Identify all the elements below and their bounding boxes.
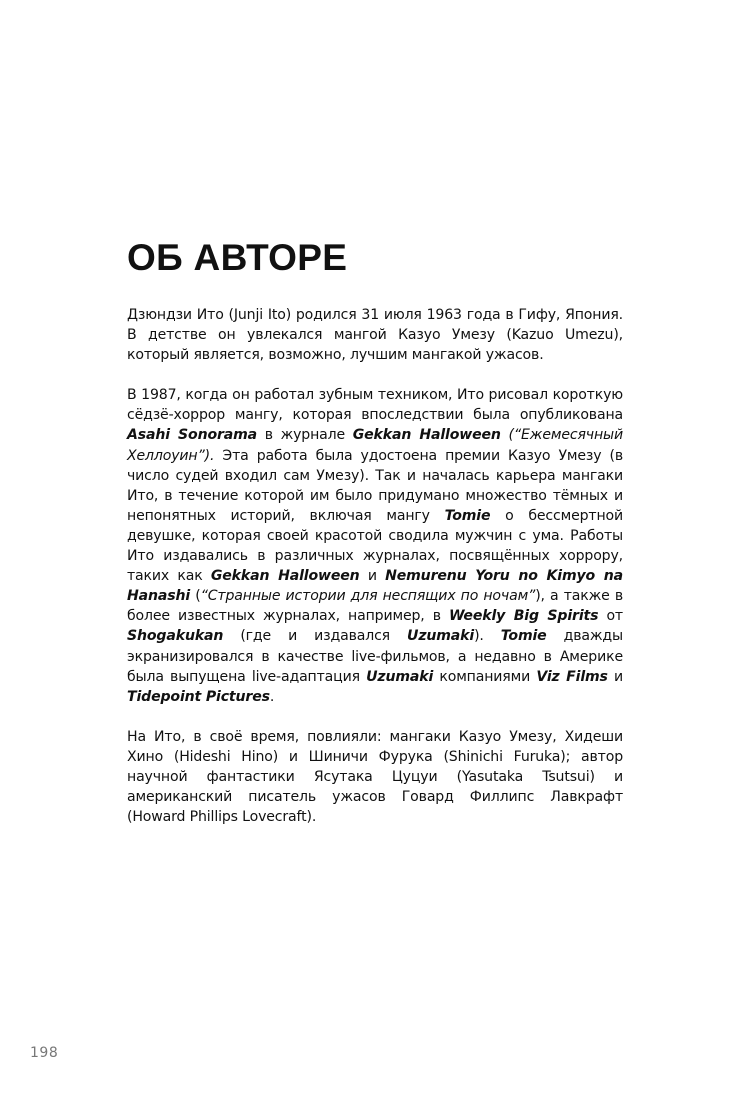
page-title: ОБ АВТОРЕ — [127, 237, 348, 278]
text-segment: ), а также в более известных журналах, например, в — [127, 588, 623, 625]
manga-title: Uzumaki — [407, 628, 475, 645]
text-segment: и — [607, 668, 623, 685]
text-segment: В 1987, когда он работал зубным техником, Ито рисовал короткую сёдзё-хоррор мангу, которая впоследствии была опубликована — [127, 387, 623, 424]
text-segment: Эта работа была удостоена премии Казуо Умезу (в число судей входил сам Умезу). Так и началась карьера мангаки Ито, в течение которой им было придумано множество тёмных и непонятных историй, включая мангу — [127, 447, 623, 524]
magazine-name: Nemurenu Yoru no Kimyo na Hanashi — [127, 568, 623, 605]
text-segment: На Ито, в своё время, повлияли: мангаки Казуо Умезу, Хидеши Хино (Hideshi Hino) и Шиничи Фурука (Shinichi Furuka); автор научной фантастики Ясутака Цуцуи (Yasutaka Tsutsui) и американский писатель ужасов Говард Филлипс Лавкрафт (Howard Phillips Lovecraft). — [127, 728, 623, 826]
magazine-translation: (“Ежемесячный Хеллоуин”). — [127, 427, 623, 464]
magazine-name: Weekly Big Spirits — [448, 608, 599, 625]
text-segment: Дзюндзи Ито (Junji Ito) родился 31 июля 1963 года в Гифу, Япония. В детстве он увлекался мангой Казуо Умезу (Kazuo Umezu), который является, возможно, лучшим мангакой ужасов. — [127, 307, 623, 364]
publisher-name: Shogakukan — [127, 628, 224, 645]
text-segment: дважды экранизировался в качестве live-фильмов, а недавно в Америке была выпущена live-адаптация — [127, 628, 623, 685]
manga-title: Tomie — [444, 507, 491, 524]
magazine-name: Gekkan Halloween — [352, 427, 501, 444]
manga-title: Tomie — [500, 628, 547, 645]
text-segment: . — [269, 688, 275, 705]
text-segment: ). — [474, 628, 501, 645]
company-name: Viz Films — [536, 668, 608, 685]
page-number: 198 — [30, 1045, 59, 1061]
manga-title: Uzumaki — [366, 668, 434, 685]
company-name: Tidepoint Pictures — [127, 688, 270, 705]
text-segment: в журнале — [257, 427, 353, 444]
text-segment: ( — [190, 588, 201, 605]
paragraph-influences — [127, 727, 623, 827]
publisher-name: Asahi Sonorama — [127, 427, 258, 444]
magazine-name: Gekkan Halloween — [210, 568, 360, 585]
text-segment — [501, 427, 509, 443]
text-segment: о бессмертной девушке, которая своей красотой сводила мужчин с ума. Работы Ито издавались в различных журналах, посвящённых хоррору, таких как — [127, 507, 623, 585]
body-text — [127, 305, 623, 847]
text-segment: (где и издавался — [223, 628, 408, 645]
text-segment: от — [598, 608, 623, 625]
paragraph-birth — [127, 305, 623, 365]
text-segment: и — [359, 568, 386, 585]
text-segment: компаниями — [433, 668, 537, 685]
magazine-translation: “Странные истории для неспящих по ночам” — [200, 588, 536, 605]
paragraph-career — [127, 385, 623, 707]
